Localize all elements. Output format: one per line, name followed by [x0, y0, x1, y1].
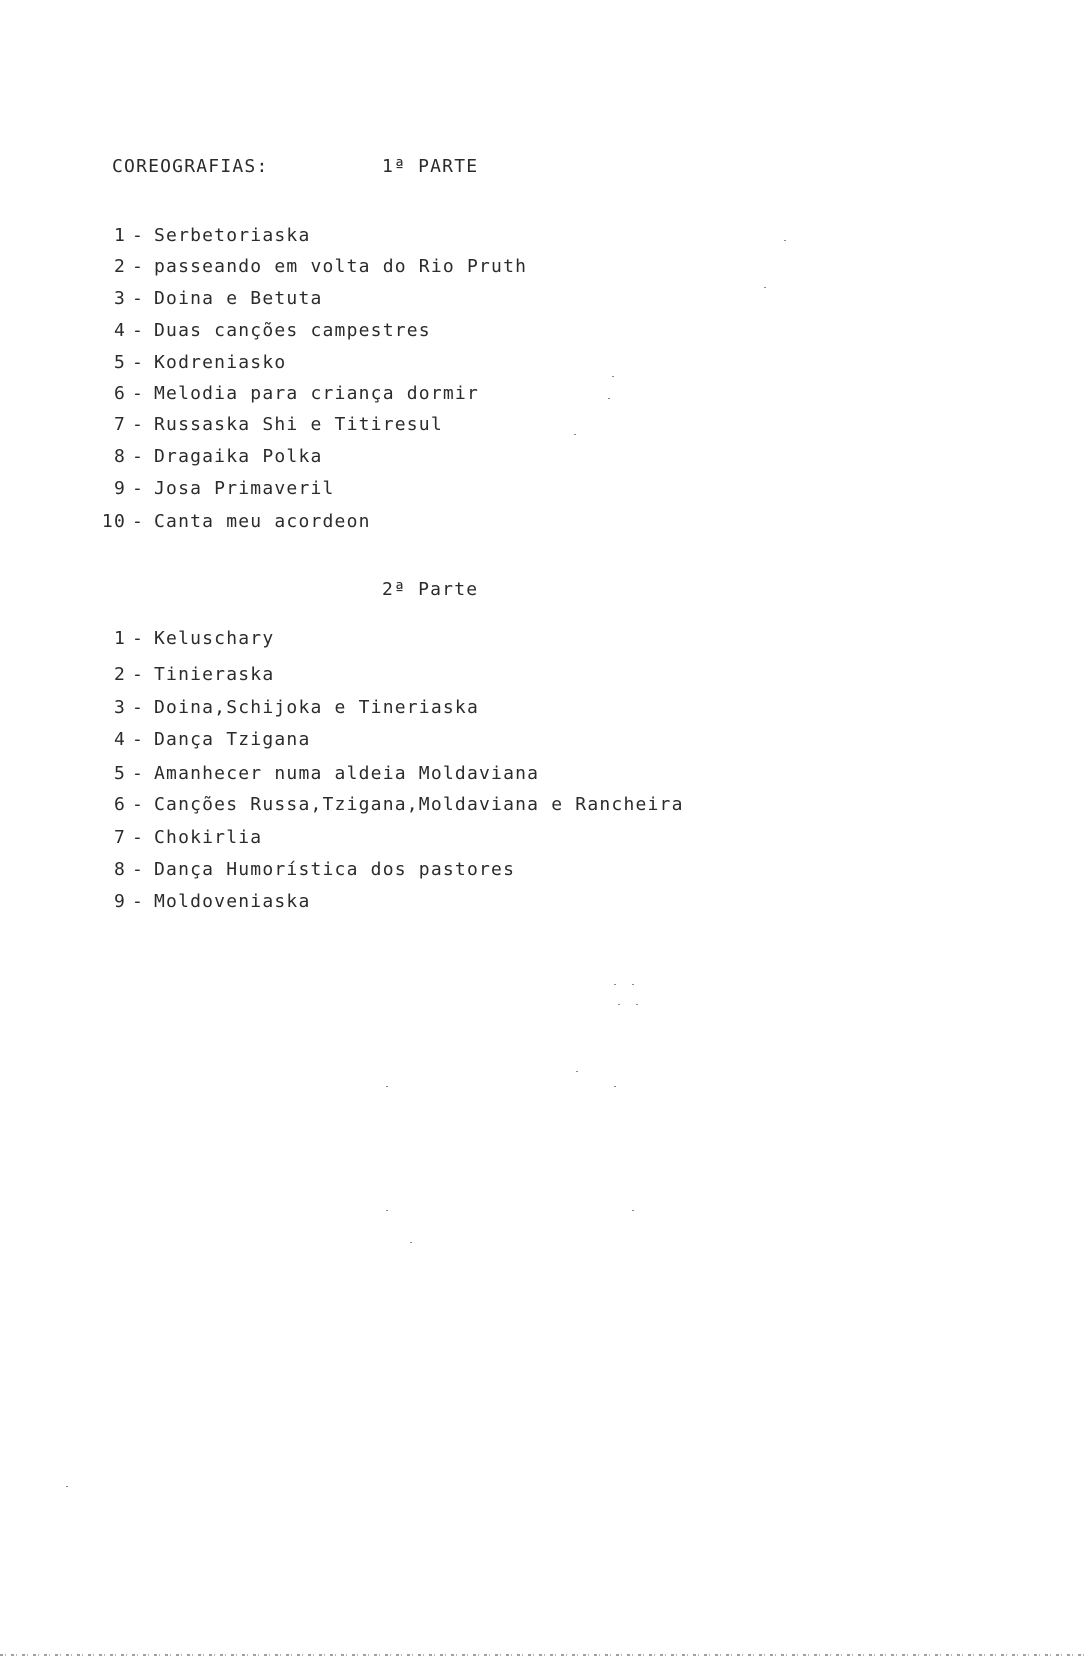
scan-speck	[614, 984, 616, 985]
scan-speck	[632, 1210, 634, 1211]
scan-speck	[574, 434, 576, 435]
scan-edge-artifact	[0, 1654, 1088, 1656]
scan-speck	[764, 287, 766, 288]
scan-speck	[618, 1004, 620, 1005]
scan-speck	[66, 1486, 68, 1487]
scan-speck	[410, 1242, 412, 1243]
scan-speck	[386, 1086, 388, 1087]
scan-speck	[636, 1004, 638, 1005]
scan-speck	[632, 984, 634, 985]
scan-speck	[576, 1071, 578, 1072]
scan-speck	[614, 1086, 616, 1087]
part1-heading: 1ª PARTE	[382, 156, 479, 177]
scan-speck	[784, 240, 786, 241]
document-title: COREOGRAFIAS:	[112, 156, 269, 177]
part2-heading: 2ª Parte	[382, 579, 479, 600]
document-page: COREOGRAFIAS: 1ª PARTE 1 - Serbetoriaska 2 - passeando em volta do Rio Pruth 3 - Doina e Betuta 4 - Duas canções campestres 5 - Kodreniasko 6 - Melodia para criança dormir 7 - Russaska Shi e Titiresul 8 - Dragaika Polka 9 - Josa Primaveril 10 - Canta meu acordeon 2ª Parte 1 - Keluschary 2 - Tinieraska 3 - Doina,Schijoka e Tineriaska 4 - Dança Tzigana 5 - Amanhecer numa aldeia Moldaviana 6 - Canções Russa,Tzigana,Moldaviana e Rancheira 7 - Chokirlia 8 - Dança Humorística dos pastores 9 - Moldoveniaska	[0, 0, 1088, 1664]
scan-speck	[386, 1210, 388, 1211]
scan-speck	[612, 376, 614, 377]
scan-speck	[608, 398, 610, 399]
